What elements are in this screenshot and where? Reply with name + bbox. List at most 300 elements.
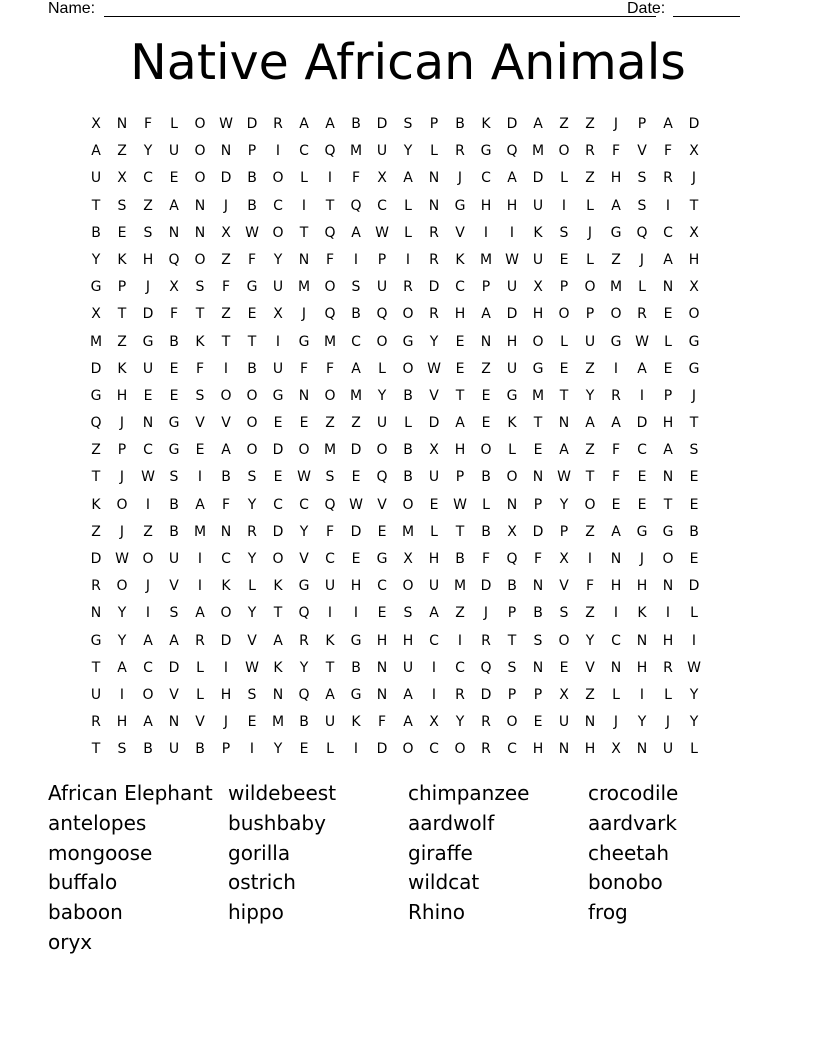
grid-letter: G: [480, 143, 492, 160]
grid-letter: C: [429, 741, 439, 758]
grid-letter: F: [377, 714, 387, 731]
grid-letter: O: [402, 360, 414, 377]
grid-letter: W: [115, 551, 129, 567]
grid-letter: U: [532, 251, 544, 268]
grid-letter: Z: [143, 523, 153, 540]
grid-letter: Y: [637, 714, 647, 731]
grid-letter: T: [663, 496, 673, 513]
grid-letter: O: [142, 686, 154, 703]
grid-letter: N: [298, 251, 310, 268]
grid-letter: W: [505, 251, 519, 268]
grid-letter: Z: [325, 415, 335, 432]
grid-letter: F: [325, 523, 335, 540]
grid-letter: L: [482, 496, 490, 513]
grid-letter: X: [507, 523, 517, 540]
grid-letter: E: [377, 605, 387, 622]
grid-letter: L: [248, 578, 256, 595]
grid-letter: X: [273, 306, 283, 323]
grid-row: [83, 383, 733, 410]
grid-letter: G: [376, 551, 388, 567]
grid-letter: W: [219, 116, 233, 132]
grid-letter: S: [637, 197, 647, 214]
word-bank-item: frog: [588, 900, 628, 925]
grid-letter: C: [377, 578, 387, 595]
grid-letter: C: [429, 632, 439, 649]
word-bank-item: giraffe: [408, 840, 473, 865]
grid-letter: Q: [298, 686, 310, 703]
grid-letter: O: [220, 605, 232, 622]
grid-letter: X: [689, 279, 699, 296]
grid-letter: E: [533, 714, 543, 731]
grid-letter: I: [327, 170, 333, 187]
grid-letter: G: [246, 279, 258, 296]
grid-letter: E: [299, 415, 309, 432]
grid-letter: T: [559, 387, 569, 404]
name-label: Name:: [48, 0, 96, 17]
grid-row: [83, 709, 733, 736]
grid-letter: Z: [585, 605, 595, 622]
grid-letter: P: [663, 387, 673, 404]
grid-letter: S: [195, 387, 205, 404]
word-bank: [48, 779, 768, 958]
grid-letter: Y: [247, 551, 257, 567]
grid-letter: N: [662, 279, 674, 296]
grid-letter: G: [298, 333, 310, 350]
grid-letter: S: [403, 116, 413, 132]
grid-letter: Y: [91, 251, 101, 268]
grid-letter: H: [454, 306, 466, 323]
grid-letter: V: [637, 143, 647, 160]
grid-row: [83, 492, 733, 519]
grid-letter: I: [119, 686, 125, 703]
grid-letter: L: [430, 143, 438, 160]
grid-letter: O: [116, 496, 128, 513]
grid-letter: E: [351, 469, 361, 486]
grid-letter: Z: [91, 523, 101, 540]
grid-letter: D: [168, 659, 180, 676]
grid-letter: M: [271, 714, 285, 731]
grid-letter: X: [91, 116, 101, 132]
grid-letter: U: [506, 279, 518, 296]
grid-letter: I: [353, 741, 359, 758]
grid-letter: G: [610, 333, 622, 350]
grid-letter: D: [480, 578, 492, 595]
grid-letter: N: [220, 523, 232, 540]
grid-letter: P: [117, 442, 127, 459]
grid-letter: O: [688, 306, 700, 323]
grid-letter: J: [691, 170, 697, 187]
grid-letter: Y: [299, 659, 309, 676]
grid-letter: N: [142, 415, 154, 432]
word-bank-item: oryx: [48, 929, 93, 954]
grid-row: [83, 410, 733, 437]
grid-letter: I: [275, 143, 281, 160]
grid-letter: M: [323, 442, 337, 459]
grid-letter: E: [247, 714, 257, 731]
grid-letter: T: [533, 415, 543, 432]
word-bank-item: hippo: [228, 900, 284, 925]
grid-row: [83, 111, 733, 138]
grid-letter: N: [220, 143, 232, 160]
grid-letter: S: [169, 469, 179, 486]
grid-letter: V: [169, 686, 179, 703]
grid-letter: D: [428, 415, 440, 432]
grid-letter: Z: [117, 143, 127, 160]
grid-letter: A: [195, 605, 205, 622]
grid-letter: S: [403, 605, 413, 622]
grid-letter: O: [506, 714, 518, 731]
grid-letter: V: [455, 224, 465, 241]
grid-letter: D: [350, 442, 362, 459]
grid-letter: O: [662, 551, 674, 567]
grid-letter: O: [194, 251, 206, 268]
grid-letter: V: [169, 578, 179, 595]
grid-letter: J: [483, 605, 489, 622]
grid-letter: D: [506, 306, 518, 323]
grid-letter: K: [117, 360, 127, 377]
grid-letter: Z: [585, 686, 595, 703]
grid-letter: B: [247, 197, 257, 214]
grid-letter: Y: [689, 686, 699, 703]
grid-letter: A: [611, 197, 621, 214]
grid-letter: I: [223, 659, 229, 676]
grid-letter: E: [559, 251, 569, 268]
grid-letter: N: [558, 741, 570, 758]
grid-letter: D: [688, 116, 700, 132]
grid-letter: L: [378, 360, 386, 377]
grid-letter: O: [506, 469, 518, 486]
grid-letter: D: [376, 116, 388, 132]
grid-letter: S: [533, 632, 543, 649]
grid-letter: E: [689, 551, 699, 567]
grid-letter: J: [145, 279, 151, 296]
grid-letter: G: [90, 279, 102, 296]
grid-letter: V: [377, 496, 387, 513]
grid-letter: U: [506, 360, 518, 377]
grid-letter: O: [246, 387, 258, 404]
grid-letter: Q: [376, 469, 388, 486]
grid-letter: O: [272, 170, 284, 187]
grid-letter: S: [195, 279, 205, 296]
grid-letter: S: [559, 605, 569, 622]
grid-letter: O: [454, 741, 466, 758]
grid-letter: O: [402, 741, 414, 758]
grid-letter: Y: [585, 632, 595, 649]
grid-letter: Y: [429, 333, 439, 350]
date-label: Date:: [627, 0, 666, 17]
grid-letter: M: [323, 333, 337, 350]
grid-letter: T: [221, 333, 231, 350]
grid-letter: X: [429, 714, 439, 731]
grid-letter: G: [142, 333, 154, 350]
grid-letter: D: [350, 523, 362, 540]
grid-letter: V: [585, 659, 595, 676]
grid-letter: E: [169, 170, 179, 187]
grid-letter: M: [531, 143, 545, 160]
grid-letter: N: [532, 578, 544, 595]
grid-letter: V: [299, 551, 309, 567]
grid-letter: Q: [324, 496, 336, 513]
grid-letter: Y: [403, 143, 413, 160]
grid-letter: Y: [273, 741, 283, 758]
grid-letter: V: [221, 415, 231, 432]
grid-letter: G: [662, 523, 674, 540]
grid-row: [83, 437, 733, 464]
grid-letter: I: [613, 605, 619, 622]
grid-letter: A: [455, 415, 465, 432]
grid-letter: T: [195, 306, 205, 323]
grid-letter: K: [481, 116, 491, 132]
grid-letter: A: [221, 442, 231, 459]
grid-letter: B: [481, 523, 491, 540]
grid-letter: Z: [585, 442, 595, 459]
grid-letter: Z: [221, 306, 231, 323]
grid-letter: I: [665, 197, 671, 214]
word-bank-item: bonobo: [588, 870, 663, 895]
grid-letter: K: [273, 578, 283, 595]
grid-letter: A: [663, 442, 673, 459]
grid-letter: G: [272, 387, 284, 404]
grid-letter: J: [587, 224, 593, 241]
grid-letter: S: [117, 741, 127, 758]
grid-letter: D: [636, 415, 648, 432]
grid-letter: A: [169, 632, 179, 649]
grid-letter: V: [429, 387, 439, 404]
grid-letter: N: [116, 116, 128, 132]
grid-letter: X: [117, 170, 127, 187]
grid-letter: W: [375, 224, 389, 241]
grid-letter: O: [376, 442, 388, 459]
grid-letter: B: [351, 116, 361, 132]
grid-letter: H: [532, 741, 544, 758]
grid-letter: T: [273, 605, 283, 622]
grid-letter: F: [221, 279, 231, 296]
grid-letter: K: [117, 251, 127, 268]
grid-letter: F: [143, 116, 153, 132]
grid-letter: T: [585, 469, 595, 486]
grid-letter: J: [457, 170, 463, 187]
grid-letter: H: [688, 251, 700, 268]
grid-letter: R: [481, 632, 491, 649]
grid-letter: A: [351, 224, 361, 241]
grid-letter: A: [299, 116, 309, 132]
grid-letter: N: [636, 632, 648, 649]
grid-letter: P: [637, 116, 647, 132]
grid-letter: O: [480, 442, 492, 459]
grid-letter: G: [688, 333, 700, 350]
grid-letter: G: [532, 360, 544, 377]
grid-letter: Z: [585, 360, 595, 377]
word-bank-item: cheetah: [588, 840, 670, 865]
grid-letter: A: [143, 632, 153, 649]
grid-letter: G: [688, 360, 700, 377]
grid-letter: E: [663, 306, 673, 323]
grid-letter: I: [639, 387, 645, 404]
grid-letter: B: [221, 469, 231, 486]
grid-letter: B: [481, 469, 491, 486]
grid-letter: C: [637, 442, 647, 459]
grid-letter: H: [532, 306, 544, 323]
grid-letter: R: [455, 686, 465, 703]
grid-letter: H: [376, 632, 388, 649]
grid-letter: B: [299, 714, 309, 731]
grid-letter: A: [403, 170, 413, 187]
grid-letter: G: [350, 686, 362, 703]
grid-letter: P: [221, 741, 231, 758]
grid-letter: V: [195, 714, 205, 731]
grid-letter: T: [455, 387, 465, 404]
grid-letter: P: [377, 251, 387, 268]
grid-letter: C: [455, 659, 465, 676]
word-bank-item: crocodile: [588, 781, 679, 805]
grid-letter: I: [353, 605, 359, 622]
grid-letter: J: [223, 714, 229, 731]
grid-letter: D: [142, 306, 154, 323]
grid-letter: E: [481, 415, 491, 432]
grid-letter: O: [194, 143, 206, 160]
grid-letter: H: [610, 170, 622, 187]
grid-letter: I: [639, 686, 645, 703]
grid-letter: A: [481, 306, 491, 323]
grid-letter: N: [376, 686, 388, 703]
grid-letter: D: [272, 442, 284, 459]
grid-letter: C: [455, 279, 465, 296]
grid-letter: W: [557, 469, 571, 486]
grid-letter: S: [507, 659, 517, 676]
letter-grid: [83, 111, 733, 764]
grid-letter: X: [611, 741, 621, 758]
word-bank-item: Rhino: [408, 900, 466, 925]
grid-letter: B: [169, 523, 179, 540]
grid-letter: L: [690, 605, 698, 622]
grid-letter: D: [90, 551, 102, 567]
grid-letter: C: [143, 442, 153, 459]
grid-letter: F: [221, 496, 231, 513]
grid-letter: A: [507, 170, 517, 187]
grid-letter: F: [611, 469, 621, 486]
grid-letter: L: [326, 741, 334, 758]
grid-letter: J: [119, 523, 125, 540]
grid-letter: E: [273, 415, 283, 432]
grid-letter: T: [299, 224, 309, 241]
grid-letter: R: [91, 578, 101, 595]
grid-letter: H: [350, 578, 362, 595]
grid-letter: A: [351, 360, 361, 377]
grid-letter: H: [506, 333, 518, 350]
grid-letter: F: [663, 143, 673, 160]
grid-letter: U: [90, 686, 102, 703]
grid-letter: E: [559, 659, 569, 676]
grid-letter: V: [247, 632, 257, 649]
grid-letter: H: [480, 197, 492, 214]
grid-letter: V: [195, 415, 205, 432]
grid-letter: Q: [168, 251, 180, 268]
grid-letter: D: [376, 741, 388, 758]
grid-letter: H: [584, 741, 596, 758]
grid-letter: Z: [611, 251, 621, 268]
grid-letter: L: [300, 170, 308, 187]
grid-letter: Q: [324, 143, 336, 160]
grid-letter: I: [483, 224, 489, 241]
grid-letter: S: [325, 469, 335, 486]
grid-letter: P: [247, 143, 257, 160]
grid-letter: K: [637, 605, 647, 622]
date-blank-line: [673, 16, 740, 17]
grid-letter: N: [480, 333, 492, 350]
word-bank-item: baboon: [48, 900, 123, 925]
grid-letter: C: [143, 170, 153, 187]
grid-letter: M: [401, 523, 415, 540]
grid-letter: Q: [506, 551, 518, 567]
grid-letter: I: [561, 197, 567, 214]
grid-letter: P: [533, 686, 543, 703]
grid-letter: L: [404, 197, 412, 214]
grid-letter: B: [351, 659, 361, 676]
grid-letter: B: [247, 170, 257, 187]
grid-letter: Q: [324, 224, 336, 241]
grid-letter: H: [428, 551, 440, 567]
grid-letter: Z: [585, 523, 595, 540]
grid-letter: F: [351, 170, 361, 187]
grid-letter: A: [325, 116, 335, 132]
grid-letter: L: [612, 686, 620, 703]
grid-letter: G: [506, 387, 518, 404]
grid-letter: C: [507, 741, 517, 758]
grid-letter: Q: [90, 415, 102, 432]
grid-letter: H: [610, 578, 622, 595]
grid-letter: D: [480, 686, 492, 703]
grid-letter: U: [168, 741, 180, 758]
grid-letter: B: [533, 605, 543, 622]
grid-letter: I: [327, 605, 333, 622]
grid-letter: I: [197, 578, 203, 595]
grid-row: [83, 546, 733, 573]
grid-letter: Z: [585, 170, 595, 187]
grid-letter: T: [689, 197, 699, 214]
grid-letter: D: [90, 360, 102, 377]
grid-letter: O: [402, 578, 414, 595]
grid-letter: N: [194, 197, 206, 214]
grid-letter: R: [403, 279, 413, 296]
grid-letter: G: [454, 197, 466, 214]
grid-letter: T: [325, 197, 335, 214]
grid-row: [83, 301, 733, 328]
grid-letter: D: [532, 523, 544, 540]
grid-letter: U: [662, 741, 674, 758]
grid-letter: N: [662, 469, 674, 486]
grid-letter: A: [117, 659, 127, 676]
grid-letter: N: [506, 496, 518, 513]
grid-letter: R: [429, 224, 439, 241]
grid-letter: J: [119, 415, 125, 432]
grid-letter: T: [689, 415, 699, 432]
grid-row: [83, 329, 733, 356]
grid-letter: H: [454, 442, 466, 459]
grid-row: [83, 247, 733, 274]
grid-letter: A: [663, 251, 673, 268]
grid-letter: S: [559, 224, 569, 241]
grid-letter: L: [586, 251, 594, 268]
grid-letter: U: [142, 360, 154, 377]
grid-letter: T: [455, 523, 465, 540]
grid-row: [83, 600, 733, 627]
grid-letter: O: [272, 224, 284, 241]
grid-letter: I: [197, 469, 203, 486]
grid-letter: W: [245, 224, 259, 241]
word-bank-item: mongoose: [48, 840, 153, 865]
grid-letter: E: [195, 442, 205, 459]
grid-letter: O: [246, 442, 258, 459]
